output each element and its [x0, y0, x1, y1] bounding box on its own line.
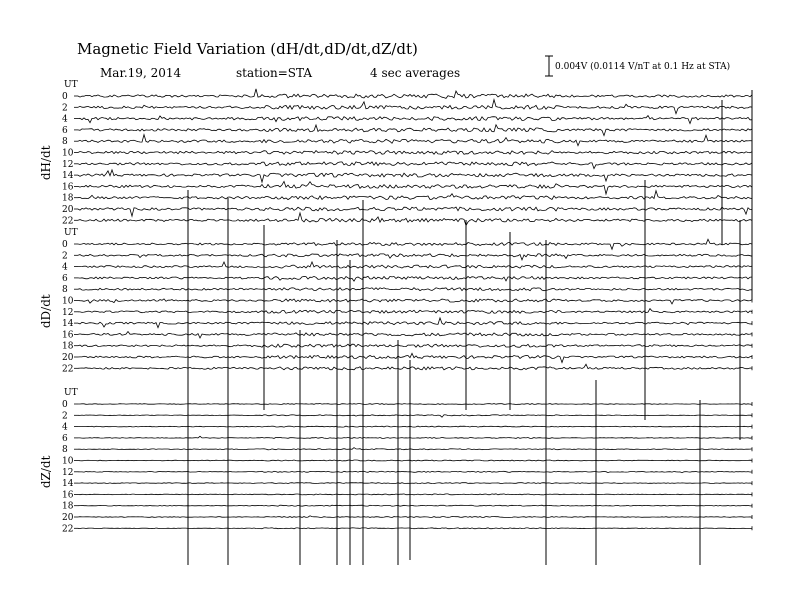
hour-tick-label: 0: [62, 92, 68, 102]
hour-tick-label: 18: [62, 193, 74, 204]
averaging-label: 4 sec averages: [370, 66, 461, 80]
trace-18ut: [78, 344, 752, 347]
panel-label: dD/dt: [39, 294, 53, 329]
hour-tick-label: 2: [62, 411, 68, 422]
hour-tick-label: 8: [62, 285, 68, 296]
hour-tick-label: 16: [62, 182, 74, 193]
trace-12ut: [78, 471, 752, 472]
panel-label: dZ/dt: [39, 455, 53, 489]
trace-6ut: [78, 125, 752, 136]
scale-bar: [545, 56, 730, 76]
trace-0ut: [78, 89, 752, 99]
trace-16ut: [78, 332, 752, 339]
panel-label: dH/dt: [39, 145, 53, 181]
ut-label: UT: [64, 80, 78, 90]
hour-tick-label: 4: [62, 114, 68, 125]
trace-4ut: [78, 262, 752, 268]
trace-6ut: [78, 276, 752, 281]
hour-tick-label: 12: [62, 307, 74, 318]
hour-tick-label: 4: [62, 262, 68, 273]
station-label: station=STA: [236, 66, 313, 80]
trace-14ut: [78, 318, 752, 328]
hour-tick-label: 10: [62, 456, 74, 467]
hour-tick-label: 22: [62, 524, 74, 535]
hour-tick-label: 14: [62, 479, 74, 490]
trace-8ut: [78, 448, 752, 450]
date-label: Mar.19, 2014: [100, 66, 182, 80]
trace-6ut: [78, 436, 752, 438]
trace-12ut: [78, 309, 752, 314]
hour-tick-label: 14: [62, 319, 74, 330]
trace-4ut: [78, 426, 752, 427]
trace-16ut: [78, 494, 752, 495]
hour-tick-label: 2: [62, 251, 68, 262]
trace-4ut: [78, 116, 752, 124]
trace-22ut: [78, 213, 752, 226]
trace-10ut: [78, 151, 752, 155]
ut-label: UT: [64, 388, 78, 398]
hour-tick-label: 22: [62, 216, 74, 227]
chart-title: Magnetic Field Variation (dH/dt,dD/dt,dZ/dt): [77, 40, 418, 58]
hour-tick-label: 22: [62, 364, 74, 375]
hour-tick-label: 6: [62, 273, 68, 284]
trace-18ut: [78, 505, 752, 506]
trace-8ut: [78, 135, 752, 146]
hour-tick-label: 12: [62, 159, 74, 170]
trace-22ut: [78, 364, 752, 370]
trace-0ut: [78, 239, 752, 249]
scale-label: 0.004V (0.0114 V/nT at 0.1 Hz at STA): [555, 62, 731, 72]
trace-20ut: [78, 516, 752, 518]
hour-tick-label: 4: [62, 422, 68, 433]
hour-tick-label: 8: [62, 445, 68, 456]
trace-2ut: [78, 100, 752, 114]
trace-2ut: [78, 254, 752, 260]
hour-tick-label: 6: [62, 433, 68, 444]
hour-tick-label: 20: [62, 353, 74, 363]
hour-tick-label: 2: [62, 103, 68, 114]
trace-22ut: [78, 528, 752, 529]
hour-tick-label: 10: [62, 296, 74, 307]
hour-tick-label: 20: [62, 513, 74, 523]
hour-tick-label: 0: [62, 240, 68, 250]
hour-tick-label: 16: [62, 490, 74, 501]
hour-tick-label: 10: [62, 148, 74, 159]
trace-10ut: [78, 299, 752, 304]
hour-tick-label: 16: [62, 330, 74, 341]
trace-12ut: [78, 162, 752, 169]
trace-16ut: [78, 181, 752, 194]
trace-20ut: [78, 353, 752, 362]
trace-8ut: [78, 288, 752, 291]
hour-tick-label: 8: [62, 137, 68, 148]
trace-10ut: [78, 460, 752, 461]
trace-2ut: [78, 415, 752, 417]
trace-0ut: [78, 404, 752, 405]
ut-label: UT: [64, 228, 78, 238]
hour-tick-label: 12: [62, 467, 74, 478]
trace-18ut: [78, 191, 752, 200]
hour-tick-label: 18: [62, 501, 74, 512]
hour-tick-label: 14: [62, 171, 74, 182]
trace-20ut: [78, 207, 752, 216]
trace-14ut: [78, 170, 752, 182]
trace-14ut: [78, 483, 752, 484]
hour-tick-label: 6: [62, 125, 68, 136]
hour-tick-label: 18: [62, 341, 74, 352]
hour-tick-label: 0: [62, 400, 68, 410]
hour-tick-label: 20: [62, 205, 74, 215]
